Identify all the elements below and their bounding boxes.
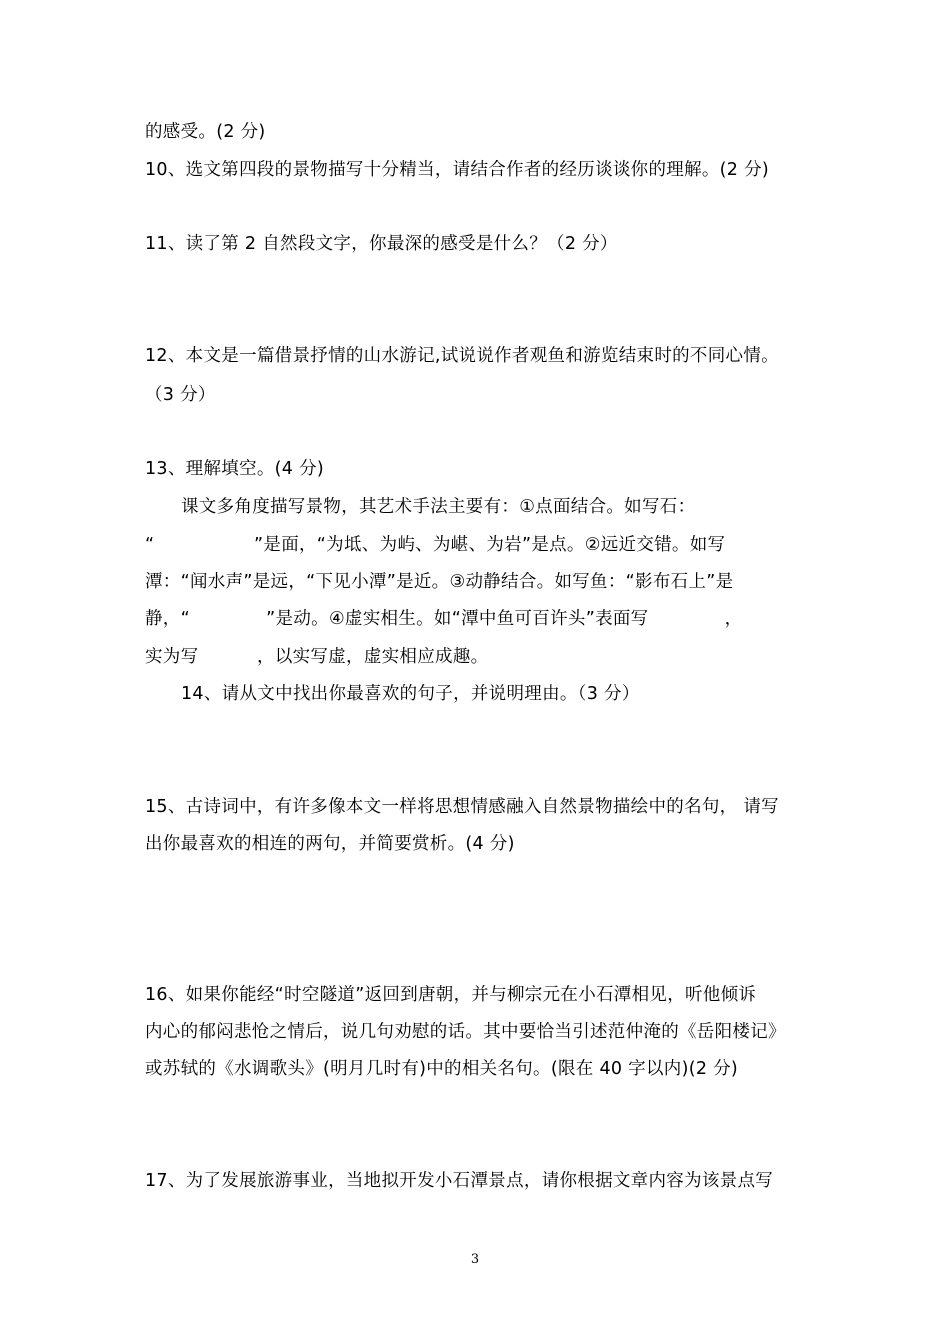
text-line: 的感受。(2 分) (145, 122, 266, 142)
text-line: 静，“ ”是动。④虚实相生。如“潭中鱼可百许头”表面写 ， (145, 609, 743, 629)
question-13: 13、理解填空。(4 分) (145, 459, 325, 479)
text-line: 潭：“闻水声”是远，“下见小潭”是近。③动静结合。如写鱼：“影布石上”是 (145, 572, 734, 592)
text-line: 出你最喜欢的相连的两句，并简要赏析。(4 分) (145, 834, 515, 854)
question-17: 17、为了发展旅游事业，当地拟开发小石潭景点，请你根据文章内容为该景点写 (145, 1171, 774, 1191)
question-14: 14、请从文中找出你最喜欢的句子，并说明理由。（3 分） (181, 684, 640, 704)
question-11: 11、读了第 2 自然段文字，你最深的感受是什么？（2 分） (145, 234, 618, 254)
page-number: 3 (470, 1252, 480, 1267)
question-12: 12、本文是一篇借景抒情的山水游记,试说说作者观鱼和游览结束时的不同心情。 (145, 346, 779, 366)
text-line: 或苏轼的《水调歌头》(明月几时有)中的相关名句。(限在 40 字以内)(2 分) (145, 1059, 739, 1079)
text-line: 内心的郁闷悲怆之情后，说几句劝慰的话。其中要恰当引述范仲淹的《岳阳楼记》 (145, 1022, 786, 1042)
text-line: 实为写 ，以实写虚，虚实相应成趣。 (145, 647, 489, 667)
question-10: 10、选文第四段的景物描写十分精当，请结合作者的经历谈谈你的理解。(2 分) (145, 160, 770, 180)
question-15: 15、古诗词中，有许多像本文一样将思想情感融入自然景物描绘中的名句， 请写 (145, 797, 779, 817)
text-line: （3 分） (145, 385, 216, 405)
text-line: 课文多角度描写景物，其艺术手法主要有：①点面结合。如写石： (181, 497, 696, 517)
text-line: “ ”是面，“为坻、为屿、为嵁、为岩”是点。②远近交错。如写 (145, 535, 726, 555)
question-16: 16、如果你能经“时空隧道”返回到唐朝，并与柳宗元在小石潭相见，听他倾诉 (145, 985, 757, 1005)
